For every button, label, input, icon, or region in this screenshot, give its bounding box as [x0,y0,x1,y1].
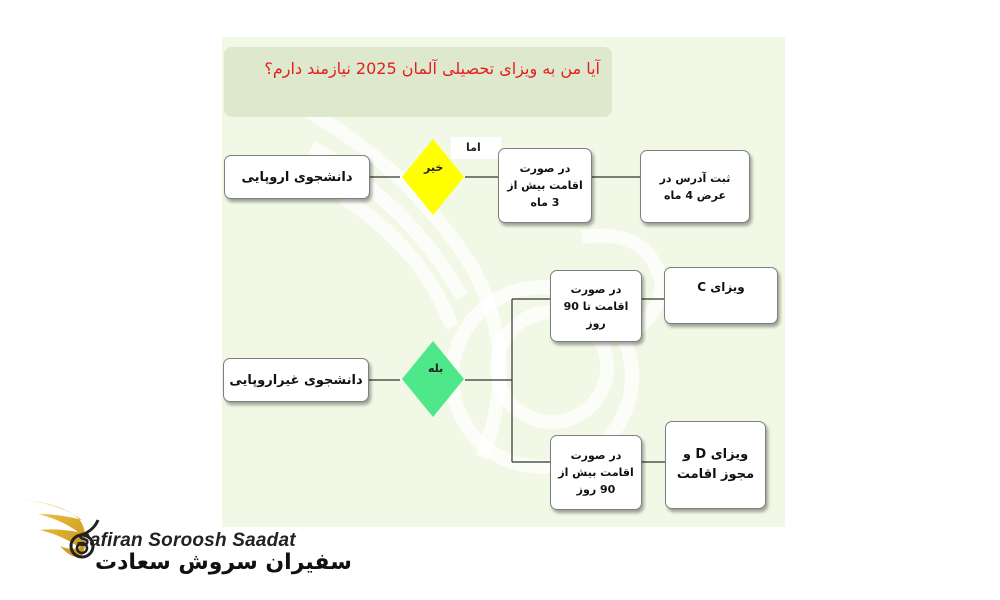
visa-d-line2: مجوز اقامت [676,467,755,482]
yes-decision-diamond [400,339,466,419]
stay-90-line3: روز [586,316,606,330]
question-banner [224,47,612,117]
address-registration-box [640,150,750,223]
visa-d-line1: ویزای D و [682,447,749,462]
no-label: خیر [424,161,444,174]
stay-over-90-line2: اقامت بیش از [558,466,634,479]
visa-c-box [664,267,778,324]
stay-over-90-line3: 90 روز [576,483,616,496]
stay-over-3-line3: 3 ماه [530,196,560,209]
brand-name-en: Safiran Soroosh Saadat [77,530,296,551]
stay-over-3-months-box [498,148,592,223]
stay-over-90-days-box [550,435,642,510]
stay-up-to-90-days-box [550,270,642,342]
stay-90-line1: در صورت [570,282,622,296]
stay-over-90-line1: در صورت [570,449,622,462]
but-label: اما [466,141,481,154]
european-student-label: دانشجوی اروپایی [241,169,353,185]
stay-90-line2: اقامت تا 90 [563,299,629,313]
address-line2: عرض 4 ماه [664,188,726,202]
non-european-student-label: دانشجوی غیراروپایی [229,372,363,388]
diagram-canvas [222,37,785,527]
non-european-student-box [223,358,369,402]
stay-over-3-line1: در صورت [519,162,571,175]
european-student-box [224,155,370,199]
visa-d-box [665,421,766,509]
address-line1: ثبت آدرس در [659,171,731,185]
diagram-title: آیا من به ویزای تحصیلی آلمان 2025 نیازمند دارم؟ [264,59,600,78]
visa-c-label: ویزای C [697,280,745,294]
brand-name-fa: سفیران سروش سعادت [95,550,352,575]
stay-over-3-line2: اقامت بیش از [507,179,583,192]
yes-label: بله [428,362,444,375]
